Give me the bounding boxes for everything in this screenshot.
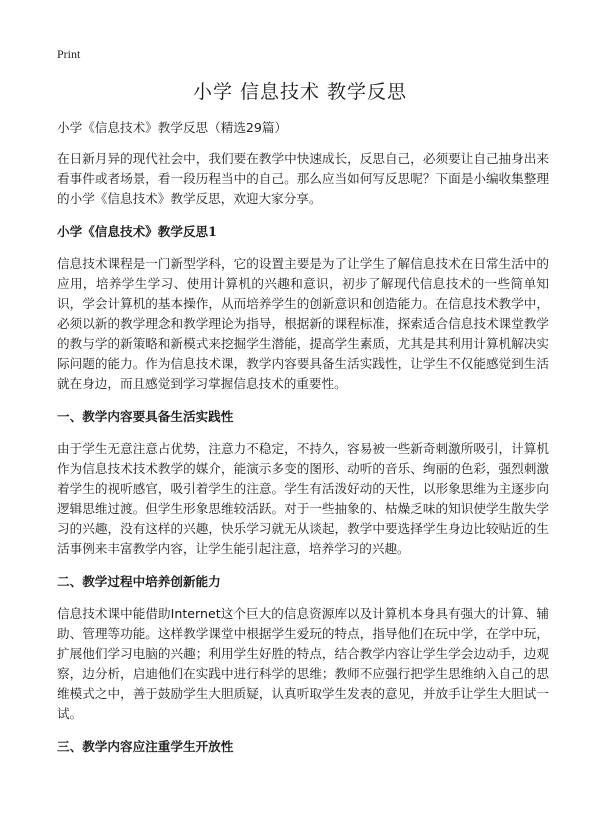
page-title: 小学 信息技术 教学反思 <box>192 81 408 103</box>
section-paragraph: 信息技术课程是一门新型学科，它的设置主要是为了让学生了解信息技术在日常生活中的应用，培养学生学习、使用计算机的兴趣和意识，初步了解现代信息技术的一些简单知识，学会计算机的基本操作，从而培养学生的创新意识和创造能力。在信息技术教学中，必须以新的教学理念和教学理论为指导，根据新的课程标准，探索适合信息技术课堂教学的教与学的新策略和新模式来挖掘学生潜能，提高学生素质，尤其是其利用计算机解决实际问题的能力。作为信息技术课，教学内容要具备生活实践性，让学生不仅能感觉到生活就在身边，而且感觉到学习掌握信息技术的重要性。 <box>57 256 549 391</box>
paragraph-1: 由于学生无意注意占优势，注意力不稳定，不持久，容易被一些新奇刺激所吸引，计算机作为信息技术技术教学的媒介，能演示多变的图形、动听的音乐、绚丽的色彩，强烈刺激着学生的视听感官，吸引着学生的注意。学生有活泼好动的天性，以形象思维为主逐步向逻辑思维过渡。但学生形象思维较活跃。对于一些抽象的、枯燥乏味的知识使学生散失学习的兴趣，没有这样的兴趣，快乐学习就无从谈起，教学中要选择学生身边比较贴近的生活事例来丰富教学内容，让学生能引起注意，培养学习的兴趣。 <box>57 441 549 556</box>
intro-paragraph: 在日新月异的现代社会中，我们要在教学中快速成长，反思自己，必须要让自己抽身出来看事件或者场景，看一段历程当中的自己。那么应当如何写反思呢？下面是小编收集整理的小学《信息技术》教学反思，欢迎大家分享。 <box>57 151 549 206</box>
heading-2: 二、教学过程中培养创新能力 <box>57 574 221 589</box>
article-subtitle: 小学《信息技术》教学反思（精选29篇） <box>57 120 288 135</box>
print-link[interactable]: Print <box>57 47 81 61</box>
heading-1: 一、教学内容要具备生活实践性 <box>57 409 234 424</box>
article-body <box>57 118 549 769</box>
paragraph-2: 信息技术课中能借助Internet这个巨大的信息资源库以及计算机本身具有强大的计算、辅助、管理等功能。这样教学课堂中根据学生爱玩的特点，指导他们在玩中学，在学中玩，扩展他们学习电脑的兴趣；利用学生好胜的特点，结合教学内容让学生学会边动手，边观察，边分析，启迪他们在实践中进行科学的思维；教师不应强行把学生思维纳入自己的思维模式之中，善于鼓励学生大胆质疑，认真听取学生发表的意见，并放手让学生大胆试一试。 <box>57 606 549 721</box>
heading-3: 三、教学内容应注重学生开放性 <box>57 739 234 754</box>
section-title: 小学《信息技术》教学反思1 <box>57 224 217 239</box>
